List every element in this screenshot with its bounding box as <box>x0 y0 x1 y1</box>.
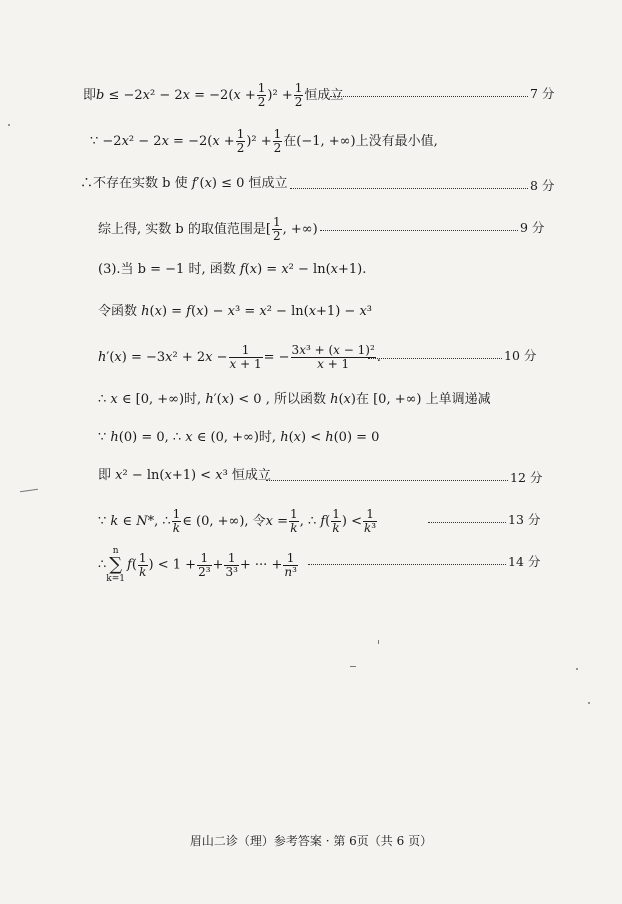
scan-speck <box>588 702 590 704</box>
line-5-content: (3).当 b = −1 时, 函数 f(x) = x² − ln(x+1). <box>98 262 367 277</box>
line-7-content: h′(x) = −3x² + 2x − $\frac{1}{x + 1}$ = − $\frac{\text{3x³ + (x − 1)²}}{x + 1}$ . <box>98 343 381 371</box>
scan-speck <box>576 668 578 670</box>
leader-dots <box>266 479 508 481</box>
score-13: 13 分 <box>508 512 541 527</box>
leader-dots <box>308 563 506 565</box>
leader-dots <box>428 521 506 523</box>
line-11-content: ∵ k ∈ N*, ∴ $\frac{1}{k}$ ∈ (0, +∞), 令x = $\frac{1}{k}$ , ∴ f( $\frac{1}{k}$ ) < $\frac{1}{\text{k³}}$ <box>98 507 377 535</box>
leader-dots <box>290 187 528 189</box>
line-3-content: ∴不存在实数 b 使 f′(x) ≤ 0 恒成立 <box>80 176 288 191</box>
score-8: 8 分 <box>530 178 555 193</box>
scan-speck <box>8 124 10 126</box>
leader-dots <box>368 357 502 359</box>
leader-dots <box>330 95 528 97</box>
page-footer: 眉山二诊（理）参考答案 · 第 6页（共 6 页） <box>189 834 433 848</box>
score-9: 9 分 <box>520 220 545 235</box>
line-9-content: ∵ h(0) = 0, ∴ x ∈ (0, +∞)时, h(x) < h(0) = 0 <box>98 430 380 445</box>
scan-speck <box>20 489 38 492</box>
score-12: 12 分 <box>510 470 543 485</box>
line-1-content: 即b ≤ −2x² − 2x = −2(x + $\frac{1}{2}$ )² + $\frac{1}{2}$ 恒成立 <box>83 81 344 109</box>
line-4-content: 综上得, 实数 b 的取值范围是[ $\frac{1}{2}$ , +∞) <box>98 215 318 243</box>
score-10: 10 分 <box>504 348 537 363</box>
line-10-content: 即 x² − ln(x+1) < x³ 恒成立 <box>98 468 271 483</box>
leader-dots <box>320 229 518 231</box>
scan-speck <box>350 666 356 667</box>
line-6-content: 令函数 h(x) = f(x) − x³ = x² − ln(x+1) − x³ <box>98 304 372 319</box>
score-14: 14 分 <box>508 554 541 569</box>
line-8-content: ∴ x ∈ [0, +∞)时, h′(x) < 0 , 所以函数 h(x)在 [0, +∞) 上单调递减 <box>98 392 491 407</box>
line-12-content: ∴n ∑ k=1f( $\frac{1}{k}$ ) < 1 + $\frac{1}{\text{2³}}$ + $\frac{1}{\text{3³}}$ + ··· + $\frac{1}{\text{n³}}$ <box>98 546 297 584</box>
line-2-content: ∵ −2x² − 2x = −2(x + $\frac{1}{2}$ )² + $\frac{1}{2}$ 在(−1, +∞)上没有最小值, <box>90 127 438 155</box>
score-7: 7 分 <box>530 86 555 101</box>
scan-speck <box>378 640 379 644</box>
